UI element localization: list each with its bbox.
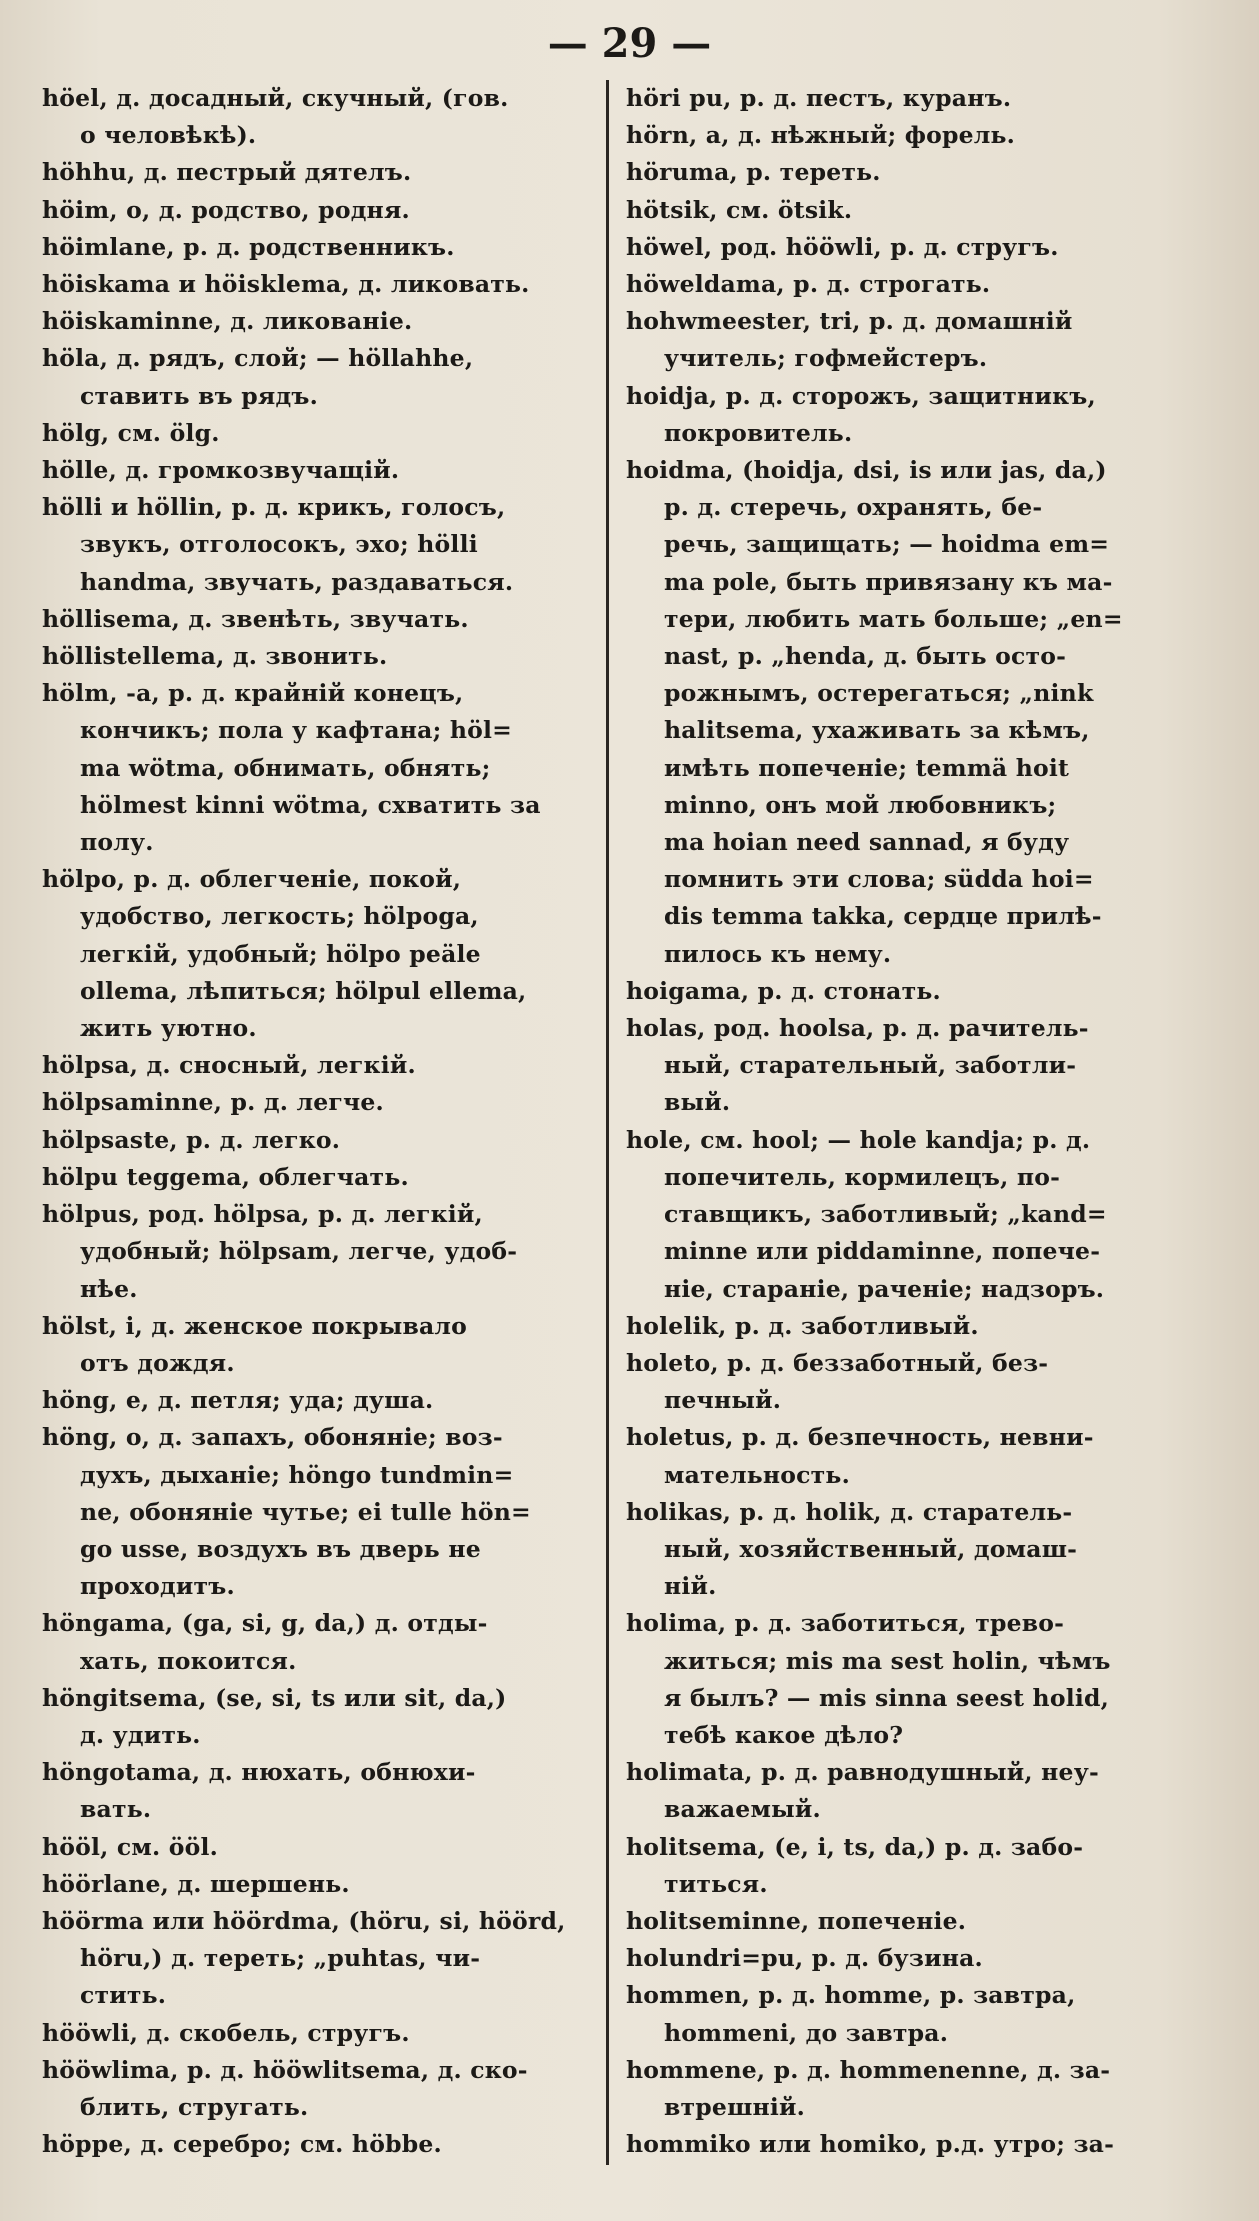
- dictionary-entry: [626, 117, 1206, 154]
- entry-line: проходитъ.: [80, 1572, 235, 1601]
- dictionary-entry: [626, 229, 1206, 266]
- entry-line: hӧimlane, р. д. родственникъ.: [42, 232, 455, 261]
- entry-line: holitseminne, попеченіе.: [626, 1906, 967, 1935]
- entry-line: ollema, лѣпиться; hӧlpul ellema,: [80, 976, 527, 1005]
- entry-line: hoidma, (hoidja, dsi, is или jas, da,): [626, 456, 1107, 485]
- entry-line: попечитель, кормилецъ, по-: [664, 1162, 1061, 1191]
- dictionary-entry: [42, 638, 602, 675]
- entry-line: holelik, р. д. заботливый.: [626, 1311, 979, 1340]
- entry-line: hӧlmest kinni wӧtma, схватить за: [80, 790, 541, 819]
- entry-line: ный, старательный, заботли-: [664, 1051, 1077, 1080]
- entry-line: minne или piddaminne, попече-: [664, 1237, 1101, 1266]
- entry-line: hӧlpo, р. д. облегченіе, покой,: [42, 865, 462, 894]
- dictionary-entry: [42, 1382, 602, 1419]
- dictionary-entry: [626, 452, 1206, 973]
- entry-line: hӧlpsa, д. сносный, легкій.: [42, 1051, 416, 1080]
- entry-line: титься.: [664, 1869, 768, 1898]
- dictionary-entry: [42, 2052, 602, 2126]
- dictionary-entry: [42, 1754, 602, 1828]
- entry-line: minno, онъ мой любовникъ;: [664, 790, 1057, 819]
- entry-line: ne, обоняніе чутье; ei tulle hӧn=: [80, 1497, 531, 1526]
- dictionary-entry: [42, 229, 602, 266]
- entry-line: полу.: [80, 828, 154, 857]
- page-number: — 29 —: [547, 19, 712, 67]
- entry-line: hole, см. hool; — hole kandja; р. д.: [626, 1125, 1091, 1154]
- entry-line: ma wӧtma, обнимать, обнять;: [80, 753, 491, 782]
- dictionary-entry: [42, 1308, 602, 1382]
- entry-line: тери, любить мать больше; „en=: [664, 604, 1123, 633]
- entry-line: hӧngitsema, (se, si, ts или sit, da,): [42, 1683, 507, 1712]
- dictionary-entry: [42, 1866, 602, 1903]
- entry-line: hommene, р. д. hommenenne, д. за-: [626, 2055, 1111, 2084]
- dictionary-entry: [626, 2052, 1206, 2126]
- entry-line: hӧiskaminne, д. ликованіе.: [42, 307, 413, 336]
- column-divider: [606, 80, 609, 2165]
- entry-line: holimata, р. д. равнодушный, неу-: [626, 1758, 1099, 1787]
- entry-line: кончикъ; пола у кафтана; hӧl=: [80, 716, 513, 745]
- entry-line: hӧӧrlane, д. шершень.: [42, 1869, 350, 1898]
- entry-line: печный.: [664, 1386, 782, 1415]
- entry-line: holikas, р. д. holik, д. старатель-: [626, 1497, 1073, 1526]
- entry-line: ставить въ рядъ.: [80, 381, 318, 410]
- entry-line: рожнымъ, остерегаться; „nink: [664, 679, 1094, 708]
- entry-line: учитель; гофмейстеръ.: [664, 344, 988, 373]
- dictionary-entry: [42, 1903, 602, 2015]
- entry-line: holas, род. hoolsa, р. д. рачитель-: [626, 1014, 1089, 1043]
- dictionary-entry: [626, 154, 1206, 191]
- entry-line: hӧng, o, д. запахъ, обоняніе; воз-: [42, 1423, 503, 1452]
- entry-line: нѣе.: [80, 1274, 138, 1303]
- entry-line: ный, хозяйственный, домаш-: [664, 1534, 1078, 1563]
- left-column: [42, 80, 602, 2163]
- entry-line: ma pole, быть привязану къ ма-: [664, 567, 1113, 596]
- entry-line: hoidja, р. д. сторожъ, защитникъ,: [626, 381, 1096, 410]
- dictionary-entry: [42, 1605, 602, 1679]
- entry-line: hӧiskama и hӧisklema, д. ликовать.: [42, 270, 530, 299]
- entry-line: holundri=pu, р. д. бузина.: [626, 1944, 983, 1973]
- entry-line: вый.: [664, 1088, 731, 1117]
- entry-line: dis temma takka, сердце прилѣ-: [664, 902, 1102, 931]
- entry-line: holitsema, (e, i, ts, da,) р. д. забо-: [626, 1832, 1084, 1861]
- entry-line: hӧel, д. досадный, скучный, (гов.: [42, 84, 509, 112]
- entry-line: hӧlli и hӧllin, р. д. крикъ, голосъ,: [42, 493, 506, 522]
- entry-line: hӧllistellema, д. звонить.: [42, 642, 388, 671]
- entry-line: halitsema, ухаживать за кѣмъ,: [664, 716, 1090, 745]
- dictionary-entry: [42, 1680, 602, 1754]
- entry-line: hӧlst, i, д. женское покрывало: [42, 1311, 468, 1340]
- entry-line: hommen, р. д. homme, р. завтра,: [626, 1981, 1076, 2010]
- entry-line: hohwmeester, tri, р. д. домашній: [626, 307, 1073, 336]
- entry-line: речь, защищать; — hoidma em=: [664, 530, 1110, 559]
- entry-line: hommeni, до завтра.: [664, 2018, 949, 2047]
- entry-line: hӧlpus, род. hӧlpsa, р. д. легкій,: [42, 1200, 483, 1229]
- entry-line: hӧng, e, д. петля; уда; душа.: [42, 1386, 434, 1415]
- entry-line: духъ, дыханіе; hӧngo tundmin=: [80, 1460, 514, 1489]
- dictionary-entry: [626, 1605, 1206, 1754]
- entry-line: hoigama, р. д. стонать.: [626, 976, 941, 1005]
- entry-line: удобный; hӧlpsam, легче, удоб-: [80, 1237, 518, 1266]
- entry-line: я былъ? — mis sinna seest holid,: [664, 1683, 1109, 1712]
- entry-line: hӧngama, (ga, si, g, da,) д. отды-: [42, 1609, 488, 1638]
- dictionary-entry: [626, 192, 1206, 229]
- entry-line: блить, стругать.: [80, 2092, 309, 2121]
- dictionary-entry: [42, 340, 602, 414]
- entry-line: легкій, удобный; hӧlpo peäle: [80, 939, 481, 968]
- entry-line: hӧlg, см. ӧlg.: [42, 418, 220, 447]
- entry-line: вать.: [80, 1795, 152, 1824]
- dictionary-entry: [626, 1419, 1206, 1493]
- entry-line: handma, звучать, раздаваться.: [80, 567, 514, 596]
- dictionary-entry: [42, 80, 602, 154]
- entry-line: хать, покоится.: [80, 1646, 297, 1675]
- entry-line: hӧӧwlima, р. д. hӧӧwlitsema, д. ско-: [42, 2055, 528, 2084]
- entry-line: hӧtsik, см. ӧtsik.: [626, 195, 853, 224]
- entry-line: отъ дождя.: [80, 1348, 235, 1377]
- dictionary-entry: [42, 675, 602, 861]
- entry-line: тебѣ какое дѣло?: [664, 1720, 904, 1749]
- entry-line: имѣть попеченіе; temmä hoit: [664, 753, 1070, 782]
- entry-line: holetus, р. д. безпечность, невни-: [626, 1423, 1094, 1452]
- entry-line: помнить эти слова; südda hoi=: [664, 865, 1094, 894]
- entry-line: мательность.: [664, 1460, 850, 1489]
- dictionary-entry: [626, 1903, 1206, 1940]
- entry-line: holeto, р. д. беззаботный, без-: [626, 1348, 1049, 1377]
- dictionary-entry: [42, 489, 602, 601]
- dictionary-entry: [42, 1419, 602, 1605]
- entry-line: о человѣкѣ).: [80, 121, 257, 150]
- entry-line: hӧlpsaste, р. д. легко.: [42, 1125, 341, 1154]
- dictionary-entry: [42, 266, 602, 303]
- entry-line: ній.: [664, 1572, 717, 1601]
- dictionary-entry: [626, 378, 1206, 452]
- dictionary-entry: [626, 80, 1206, 117]
- dictionary-entry: [626, 303, 1206, 377]
- entry-line: стить.: [80, 1981, 167, 2010]
- dictionary-entry: [42, 154, 602, 191]
- entry-line: hӧweldama, р. д. строгать.: [626, 270, 991, 299]
- dictionary-entry: [626, 266, 1206, 303]
- dictionary-entry: [42, 1196, 602, 1308]
- dictionary-entry: [626, 1494, 1206, 1606]
- dictionary-entry: [42, 1047, 602, 1084]
- dictionary-entry: [626, 1010, 1206, 1122]
- entry-line: жить уютно.: [80, 1014, 257, 1043]
- dictionary-entry: [626, 1308, 1206, 1345]
- dictionary-entry: [42, 1122, 602, 1159]
- dictionary-entry: [626, 1829, 1206, 1903]
- entry-line: nast, р. „henda, д. быть осто-: [664, 642, 1067, 671]
- entry-line: hӧӧwli, д. скобель, стругъ.: [42, 2018, 410, 2047]
- entry-line: go usse, воздухъ въ дверь не: [80, 1534, 481, 1563]
- dictionary-entry: [626, 973, 1206, 1010]
- entry-line: важаемый.: [664, 1795, 821, 1824]
- dictionary-entry: [42, 1829, 602, 1866]
- dictionary-entry: [626, 1345, 1206, 1419]
- dictionary-entry: [42, 601, 602, 638]
- dictionary-entry: [626, 1977, 1206, 2051]
- entry-line: hӧӧl, см. ӧӧl.: [42, 1832, 219, 1861]
- entry-line: hӧӧrma или hӧӧrdma, (hӧru, si, hӧӧrd,: [42, 1906, 566, 1935]
- entry-line: hӧri pu, р. д. пестъ, куранъ.: [626, 84, 1012, 112]
- entry-line: hӧngotama, д. нюхать, обнюхи-: [42, 1758, 476, 1787]
- entry-line: hӧrn, a, д. нѣжный; форель.: [626, 121, 1016, 150]
- entry-line: hӧru,) д. тереть; „puhtas, чи-: [80, 1944, 481, 1973]
- dictionary-entry: [42, 1084, 602, 1121]
- entry-line: hӧlpsaminne, р. д. легче.: [42, 1088, 384, 1117]
- dictionary-entry: [42, 1159, 602, 1196]
- entry-line: holima, р. д. заботиться, трево-: [626, 1609, 1065, 1638]
- dictionary-entry: [626, 1122, 1206, 1308]
- dictionary-entry: [42, 2015, 602, 2052]
- entry-line: hӧllisema, д. звенѣть, звучать.: [42, 604, 469, 633]
- entry-line: ніе, стараніе, раченіе; надзоръ.: [664, 1274, 1105, 1303]
- entry-line: ma hoian need sannad, я буду: [664, 828, 1070, 857]
- right-column: [626, 80, 1206, 2163]
- dictionary-entry: [42, 192, 602, 229]
- entry-line: hӧlpu teggema, облегчать.: [42, 1162, 409, 1191]
- entry-line: hӧhhu, д. пестрый дятелъ.: [42, 158, 412, 187]
- entry-line: втрешній.: [664, 2092, 806, 2121]
- entry-line: hӧruma, р. тереть.: [626, 158, 881, 187]
- entry-line: hommiko или homiko, р.д. утро; за-: [626, 2130, 1115, 2159]
- dictionary-entry: [42, 303, 602, 340]
- entry-line: hӧlm, -a, р. д. крайній конецъ,: [42, 679, 464, 708]
- entry-line: hӧppe, д. серебро; см. hӧbbe.: [42, 2130, 442, 2159]
- entry-line: hӧwel, род. hӧӧwli, р. д. стругъ.: [626, 232, 1059, 261]
- entry-line: удобство, легкость; hӧlpoga,: [80, 902, 479, 931]
- entry-line: звукъ, отголосокъ, эхо; hӧlli: [80, 530, 478, 559]
- dictionary-entry: [42, 2126, 602, 2163]
- dictionary-entry: [42, 452, 602, 489]
- dictionary-entry: [626, 1754, 1206, 1828]
- entry-line: пилось къ нему.: [664, 939, 892, 968]
- entry-line: hӧla, д. рядъ, слой; — hӧllahhe,: [42, 344, 474, 373]
- entry-line: hӧim, o, д. родство, родня.: [42, 195, 410, 224]
- entry-line: ставщикъ, заботливый; „kand=: [664, 1200, 1107, 1229]
- dictionary-entry: [626, 2126, 1206, 2163]
- entry-line: р. д. стеречь, охранять, бе-: [664, 493, 1043, 522]
- entry-line: покровитель.: [664, 418, 853, 447]
- entry-line: житься; mis ma sest holin, чѣмъ: [664, 1646, 1111, 1675]
- dictionary-entry: [626, 1940, 1206, 1977]
- dictionary-entry: [42, 415, 602, 452]
- entry-line: hӧlle, д. громкозвучащій.: [42, 456, 400, 485]
- entry-line: д. удить.: [80, 1720, 201, 1749]
- dictionary-entry: [42, 861, 602, 1047]
